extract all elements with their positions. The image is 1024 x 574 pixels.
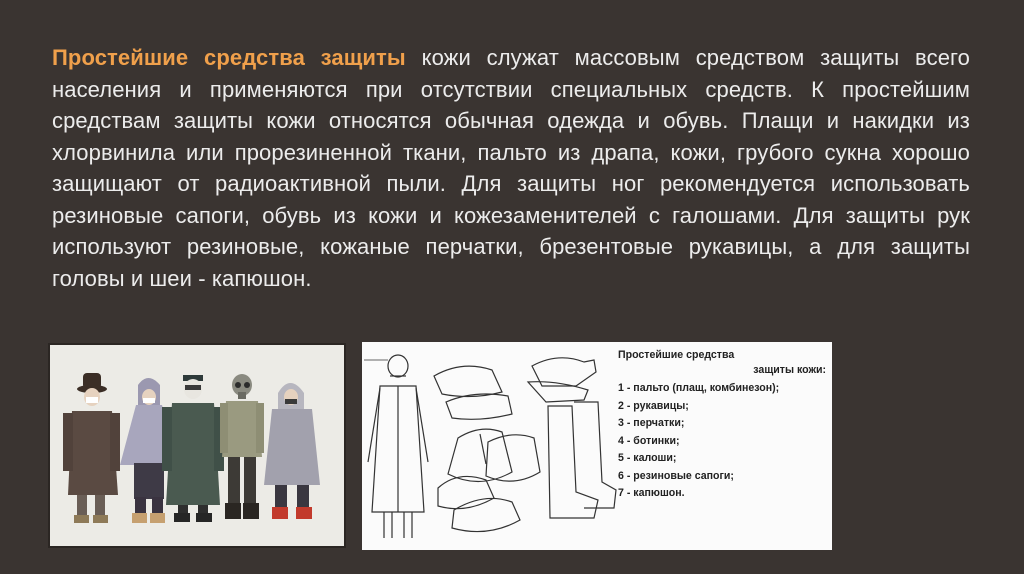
diagram-legend [618, 348, 832, 503]
gloves-drawing [528, 358, 596, 402]
legend-title-line2: защиты кожи: [753, 364, 826, 376]
legend-item: 3 - перчатки; [618, 417, 685, 429]
mittens-drawing [434, 366, 512, 419]
coat-figure [364, 355, 428, 538]
rubber-boots-drawing [548, 402, 616, 518]
legend-item: 7 - капюшон. [618, 487, 685, 499]
paragraph-text: кожи служат массовым средством защиты всего населения и применяются при отсутствии специальных средств. К простейшим средствам защиты кожи относятся обычная одежда и обувь. Плащи и накидки из хлорвинила или прорезиненной ткани, пальто из драпа, кожи, грубого сукна хорошо защищают от радиоактивной пыли. Для защиты ног рекомендуется использовать резиновые сапоги, обувь из кожи и кожезаменителей с галошами. Для защиты рук используют резиновые, кожаные перчатки, брезентовые рукавицы, а для защиты головы и шеи - капюшон. [52, 45, 971, 291]
boots-drawing [448, 429, 540, 481]
protection-diagram [362, 342, 832, 550]
galoshes-drawing [438, 476, 520, 531]
people-drawing [50, 345, 346, 548]
body-paragraph [52, 42, 970, 294]
legend-item: 1 - пальто (плащ, комбинезон); [618, 382, 780, 394]
highlight-phrase: Простейшие средства защиты [52, 45, 406, 70]
people-illustration [48, 343, 346, 548]
legend-item: 2 - рукавицы; [618, 399, 689, 412]
items-drawing [362, 342, 618, 550]
legend-item: 4 - ботинки; [618, 434, 680, 447]
legend-item: 6 - резиновые сапоги; [618, 469, 734, 482]
legend-title-line1: Простейшие средства [618, 349, 735, 361]
legend-item: 5 - калоши; [618, 452, 677, 464]
